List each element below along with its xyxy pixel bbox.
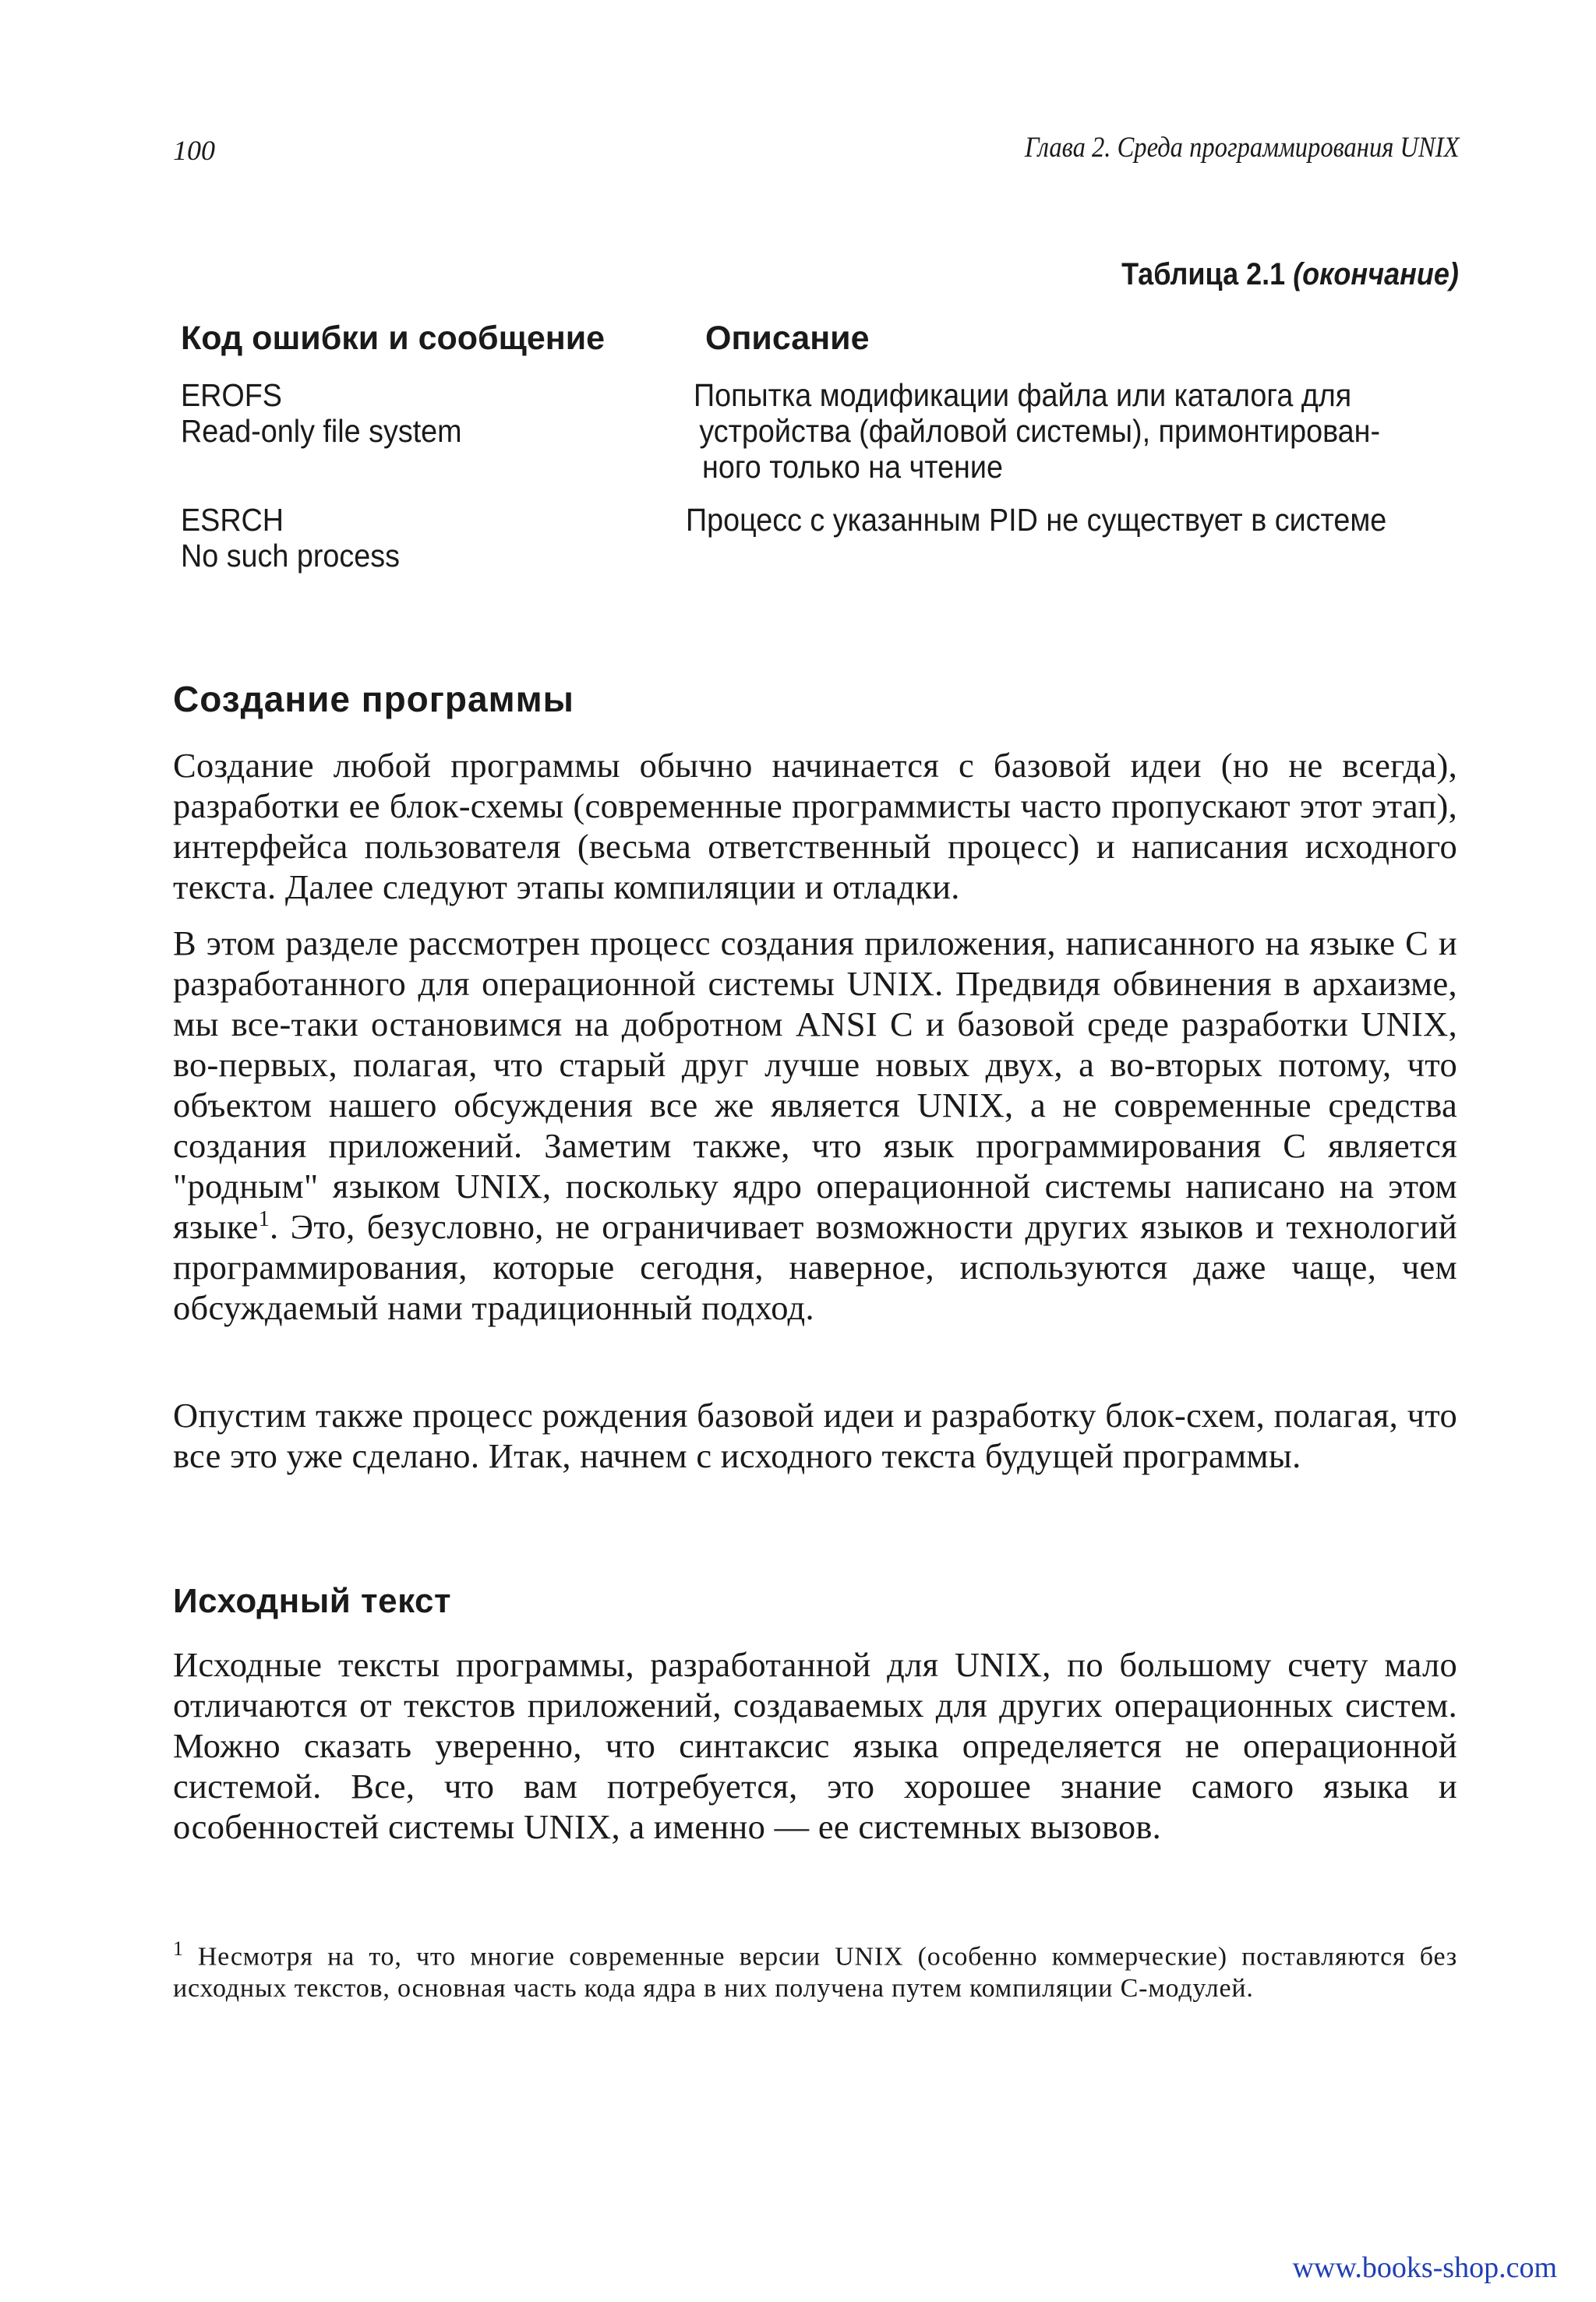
- paragraph: [173, 1395, 1457, 1476]
- table-header-code: Код ошибки и сообщение: [181, 320, 606, 357]
- error-code: ESRCH: [181, 502, 284, 538]
- table-caption: [1121, 257, 1459, 292]
- description-line: ного только на чтение: [702, 449, 1003, 485]
- table-caption-main: Таблица 2.1: [1121, 257, 1286, 291]
- paragraph: [173, 1644, 1457, 1847]
- table-row-description: [686, 502, 1410, 538]
- footnote: [173, 1933, 1457, 2004]
- description-line: устройства (файловой системы), примонтирован-: [699, 413, 1381, 449]
- paragraph-text-part: В этом разделе рассмотрен процесс создания приложения, написанного на языке С и разработанного для операционной системы UNIX. Предвидя обвинения в архаизме, мы все-таки остановимся на добротном ANSI С и базовой среде разработки UNIX, во-первых, полагая, что старый друг лучше новых двух, а во-вторых потому, что объектом нашего обсуждения все же является UNIX, а не современные средства создания приложений. Заметим также, что язык программирования С является "родным" языком UNIX, поскольку ядро операционной системы написано на этом языке: [173, 923, 1457, 1246]
- paragraph-text-part: . Это, безусловно, не ограничивает возможности других языков и технологий программирования, которые сегодня, наверное, используются даже чаще, чем обсуждаемый нами традиционный подход.: [173, 1207, 1457, 1327]
- paragraph: [173, 745, 1457, 907]
- paragraph-text: Создание любой программы обычно начинается с базовой идеи (но не всегда), разработки ее блок-схемы (современные программисты часто пропускают этот этап), интерфейса пользователя (весьма ответственный процесс) и написания исходного текста. Далее следуют этапы компиляции и отладки.: [173, 746, 1457, 906]
- table-row-code: [181, 377, 462, 449]
- page-number: 100: [173, 135, 215, 166]
- table-header-description: Описание: [705, 320, 870, 357]
- watermark-url[interactable]: www.books-shop.com: [1292, 2251, 1557, 2284]
- description-line: Попытка модификации файла или каталога для: [694, 377, 1352, 413]
- error-code: EROFS: [181, 377, 282, 413]
- error-message: No such process: [181, 538, 400, 574]
- table-caption-continued: (окончание): [1293, 257, 1459, 291]
- paragraph-text: [173, 923, 1457, 1328]
- paragraph-text: Исходные тексты программы, разработанной для UNIX, по большому счету мало отличаются от текстов приложений, создаваемых для других операционных систем. Можно сказать уверенно, что синтаксис языка определяется не операционной системой. Все, что вам потребуется, это хорошее знание самого языка и особенностей системы UNIX, а именно — ее системных вызовов.: [173, 1645, 1457, 1846]
- table-row-description: [694, 377, 1418, 485]
- paragraph: [173, 923, 1457, 1328]
- table-row-code: [181, 502, 400, 574]
- error-message: Read-only file system: [181, 413, 462, 449]
- description-line: Процесс с указанным PID не существует в системе: [686, 502, 1387, 538]
- section-heading: Создание программы: [173, 679, 574, 719]
- footnote-text: Несмотря на то, что многие современные версии UNIX (особенно коммерческие) поставляются без исходных текстов, основная часть кода ядра в них получена путем компиляции С-модулей.: [173, 1942, 1457, 2004]
- footnote-reference: 1: [258, 1207, 270, 1232]
- running-head: Глава 2. Среда программирования UNIX: [1024, 132, 1459, 164]
- footnote-mark: 1: [173, 1937, 184, 1960]
- paragraph-text: Опустим также процесс рождения базовой идеи и разработку блок-схем, полагая, что все это уже сделано. Итак, начнем с исходного текста будущей программы.: [173, 1396, 1457, 1475]
- subsection-heading: Исходный текст: [173, 1582, 452, 1620]
